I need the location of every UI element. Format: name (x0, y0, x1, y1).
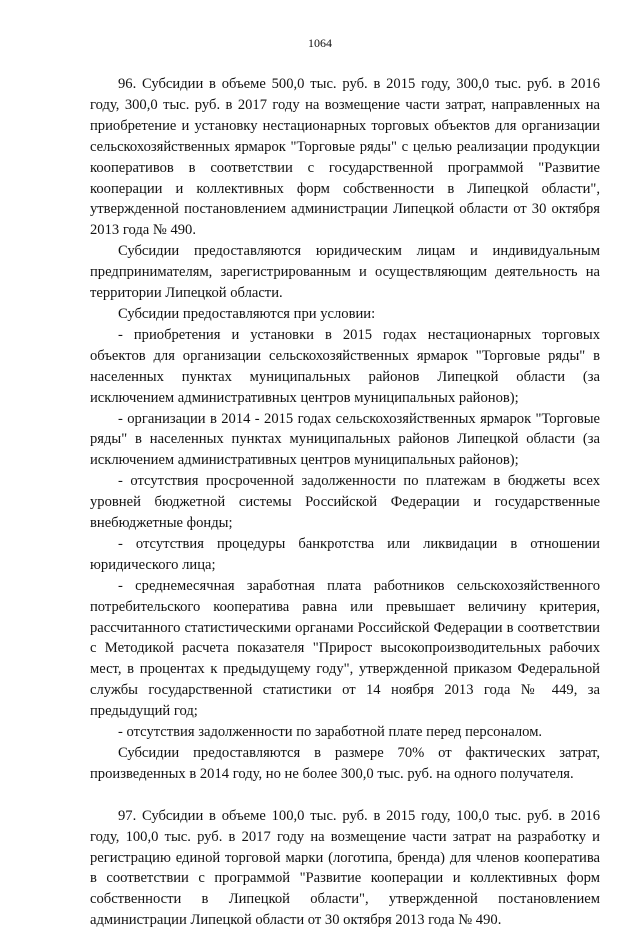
condition-item: - среднемесячная заработная плата работников сельскохозяйственного потребительского кооператива равна или превышает величину критерия, рассчитанного статистическими органами Российской Федерации в соответствии с Методикой расчета показателя "Прирост высокопроизводительных рабочих мест, в процентах к предыдущему году", утвержденной приказом Федеральной службы государственной статистики от 14 ноября 2013 года № 449, за предыдущий год; (90, 577, 600, 720)
paragraph-item-96: 96. Субсидии в объеме 500,0 тыс. руб. в 2015 году, 300,0 тыс. руб. в 2016 году, 300,0 тыс. руб. в 2017 году на возмещение части затрат, направленных на приобретение и установку нестационарных торговых объектов для организации сельскохозяйственных ярмарок "Торговые ряды" с целью реализации продукции кооперативов в соответствии с государственной программой "Развитие кооперации и коллективных форм собственности в Липецкой области", утвержденной постановлением администрации Липецкой области от 30 октября 2013 года № 490. (90, 76, 600, 239)
condition-item: - приобретения и установки в 2015 годах нестационарных торговых объектов для организации сельскохозяйственных ярмарок "Торговые ряды" в населенных пунктах муниципальных районов Липецкой области (за исключением административных центров муниципальных районов); (90, 326, 600, 406)
document-body (90, 74, 600, 931)
paragraph-item-97: 97. Субсидии в объеме 100,0 тыс. руб. в 2015 году, 100,0 тыс. руб. в 2016 году, 100,0 тыс. руб. в 2017 году на возмещение части затрат на разработку и регистрацию единой торговой марки (логотипа, бренда) для членов кооператива в соответствии с программой "Развитие кооперации и коллективных форм собственности в Липецкой области", утвержденной постановлением администрации Липецкой области от 30 октября 2013 года № 490. (90, 807, 600, 929)
page-number: 1064 (308, 36, 332, 50)
condition-item: - отсутствия задолженности по заработной плате перед персоналом. (118, 724, 543, 741)
condition-item: - организации в 2014 - 2015 годах сельскохозяйственных ярмарок "Торговые ряды" в населенных пунктах муниципальных районов Липецкой области (за исключением административных центров муниципальных районов); (90, 410, 600, 469)
condition-item: - отсутствия процедуры банкротства или ликвидации в отношении юридического лица; (90, 535, 600, 573)
paragraph-recipients: Субсидии предоставляются юридическим лицам и индивидуальным предпринимателям, зарегистрированным и осуществляющим деятельность на территории Липецкой области. (90, 243, 600, 302)
paragraph-subsidy-amount: Субсидии предоставляются в размере 70% от фактических затрат, произведенных в 2014 году, но не более 300,0 тыс. руб. на одного получателя. (90, 745, 600, 782)
condition-item: - отсутствия просроченной задолженности по платежам в бюджеты всех уровней бюджетной системы Российской Федерации и государственные внебюджетные фонды; (90, 473, 600, 532)
paragraph-conditions-heading: Субсидии предоставляются при условии: (118, 305, 376, 322)
